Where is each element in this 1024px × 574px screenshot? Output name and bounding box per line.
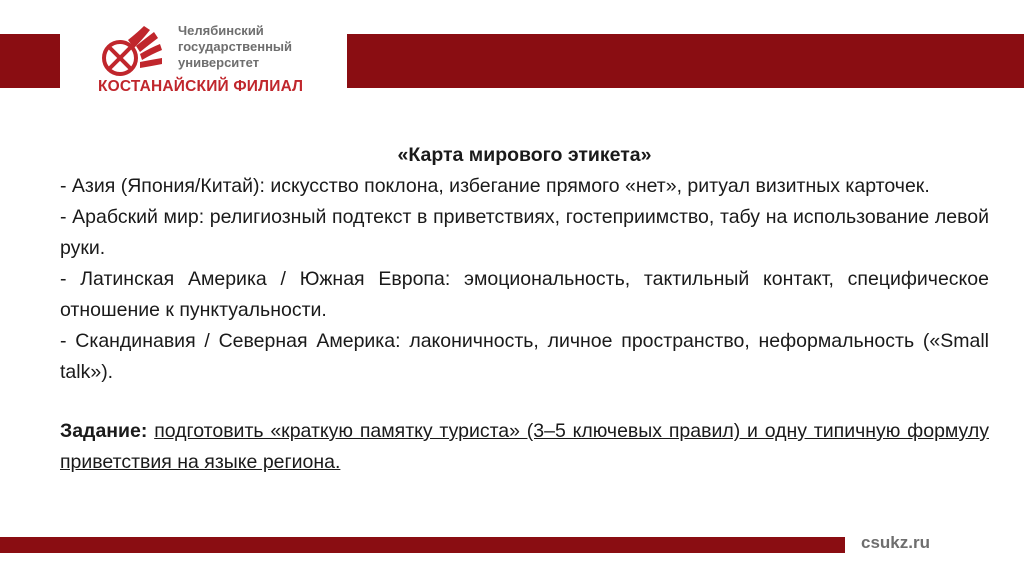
footer-band — [0, 537, 845, 553]
header-band-left — [0, 34, 60, 88]
task-text: подготовить «краткую памятку туриста» (3–5 ключевых правил) и одну типичную формулу приветствия на языке региона. — [60, 420, 989, 473]
task-paragraph — [60, 416, 989, 478]
university-name — [178, 23, 292, 71]
etiquette-item-scandinavia: - Скандинавия / Северная Америка: лаконичность, личное пространство, неформальность («Small talk»). — [60, 330, 989, 383]
etiquette-item-arab: - Арабский мир: религиозный подтекст в приветствиях, гостеприимство, табу на использование левой руки. — [60, 206, 989, 259]
slide-title: «Карта мирового этикета» — [397, 144, 652, 166]
etiquette-item-latin: - Латинская Америка / Южная Европа: эмоциональность, тактильный контакт, специфическое отношение к пунктуальности. — [60, 268, 989, 321]
university-emblem-icon — [98, 22, 168, 84]
university-name-line-1: Челябинский — [178, 23, 264, 38]
university-name-line-2: государственный — [178, 39, 293, 54]
footer-site: csukz.ru — [861, 533, 930, 552]
header-band-right — [347, 34, 1024, 88]
etiquette-item-asia: - Азия (Япония/Китай): искусство поклона, избегание прямого «нет», ритуал визитных карточек. — [60, 175, 930, 197]
task-label: Задание: — [60, 420, 148, 442]
university-name-line-3: университет — [178, 55, 260, 70]
slide-content — [60, 140, 989, 478]
spacer — [60, 388, 989, 416]
university-logo — [92, 14, 342, 104]
branch-name: КОСТАНАЙСКИЙ ФИЛИАЛ — [98, 78, 304, 95]
